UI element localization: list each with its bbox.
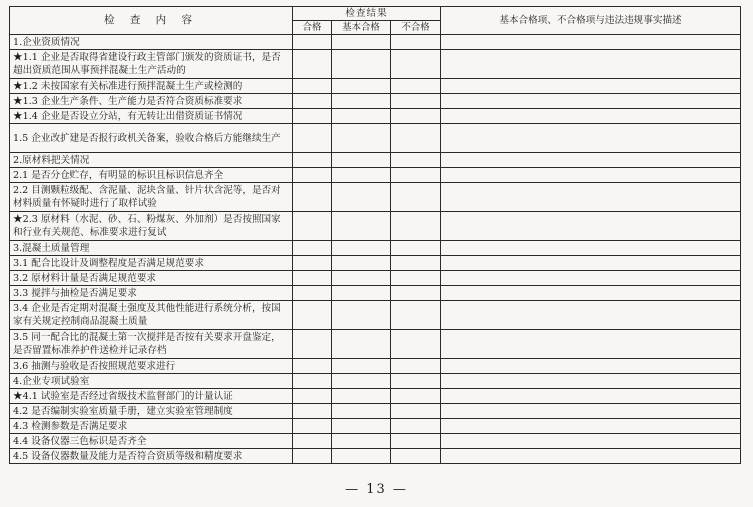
fail-cell[interactable] (391, 256, 441, 271)
pass-cell[interactable] (293, 153, 332, 168)
basic-pass-cell[interactable] (332, 50, 391, 79)
row-content: ★2.3 原材料（水泥、砂、石、粉煤灰、外加剂）是否按照国家和行业有关规范、标准要求进行复试 (10, 212, 293, 241)
description-cell[interactable] (441, 286, 741, 301)
row-content: ★1.2 未按国家有关标准进行预拌混凝土生产或检测的 (10, 79, 293, 94)
row-content: 3.5 同一配合比的混凝土第一次搅拌是否按有关要求开盘鉴定，是否留置标准养护件送检并记录存档 (10, 330, 293, 359)
row-content: ★4.1 试验室是否经过省级技术监督部门的计量认证 (10, 389, 293, 404)
description-cell[interactable] (441, 256, 741, 271)
basic-pass-cell[interactable] (332, 404, 391, 419)
basic-pass-cell[interactable] (332, 389, 391, 404)
description-cell[interactable] (441, 168, 741, 183)
basic-pass-cell[interactable] (332, 256, 391, 271)
row-content: 4.5 设备仪器数量及能力是否符合资质等级和精度要求 (10, 449, 293, 464)
description-cell[interactable] (441, 301, 741, 330)
pass-cell[interactable] (293, 389, 332, 404)
fail-cell[interactable] (391, 168, 441, 183)
page-number: — 13 — (345, 482, 408, 497)
fail-cell[interactable] (391, 434, 441, 449)
table-row (10, 286, 741, 301)
row-content: 3.1 配合比设计及调整程度是否满足规范要求 (10, 256, 293, 271)
inspection-table (9, 6, 741, 464)
fail-cell[interactable] (391, 79, 441, 94)
pass-cell[interactable] (293, 404, 332, 419)
fail-cell[interactable] (391, 153, 441, 168)
row-content: 3.4 企业是否定期对混凝土强度及其他性能进行系统分析，按国家有关规定控制商品混凝土质量 (10, 301, 293, 330)
basic-pass-cell[interactable] (332, 183, 391, 212)
basic-pass-cell[interactable] (332, 271, 391, 286)
basic-pass-cell[interactable] (332, 212, 391, 241)
pass-cell[interactable] (293, 79, 332, 94)
pass-cell[interactable] (293, 330, 332, 359)
description-cell[interactable] (441, 109, 741, 124)
table-row (10, 404, 741, 419)
row-content: 4.2 是否编制实验室质量手册，建立实验室管理制度 (10, 404, 293, 419)
basic-pass-cell[interactable] (332, 124, 391, 153)
fail-cell[interactable] (391, 109, 441, 124)
description-cell[interactable] (441, 50, 741, 79)
basic-pass-cell[interactable] (332, 241, 391, 256)
description-cell[interactable] (441, 419, 741, 434)
basic-pass-cell[interactable] (332, 359, 391, 374)
table-row (10, 256, 741, 271)
row-content: 3.混凝土质量管理 (10, 241, 293, 256)
basic-pass-cell[interactable] (332, 434, 391, 449)
table-row (10, 109, 741, 124)
description-cell[interactable] (441, 449, 741, 464)
table-row (10, 271, 741, 286)
fail-cell[interactable] (391, 286, 441, 301)
row-content: 3.2 原材料计量是否满足规范要求 (10, 271, 293, 286)
table-row (10, 301, 741, 330)
row-content: ★1.4 企业是否设立分站，有无转让出借资质证书情况 (10, 109, 293, 124)
basic-pass-cell[interactable] (332, 374, 391, 389)
table-row (10, 35, 741, 50)
table-row (10, 389, 741, 404)
fail-cell[interactable] (391, 50, 441, 79)
fail-cell[interactable] (391, 241, 441, 256)
fail-cell[interactable] (391, 271, 441, 286)
description-cell[interactable] (441, 124, 741, 153)
pass-cell[interactable] (293, 212, 332, 241)
basic-pass-cell[interactable] (332, 94, 391, 109)
pass-cell[interactable] (293, 241, 332, 256)
row-content: 2.1 是否分仓贮存，有明显的标识且标识信息齐全 (10, 168, 293, 183)
row-content: 4.企业专项试验室 (10, 374, 293, 389)
row-content: 4.3 检测参数是否满足要求 (10, 419, 293, 434)
pass-cell[interactable] (293, 374, 332, 389)
basic-pass-cell[interactable] (332, 330, 391, 359)
fail-cell[interactable] (391, 301, 441, 330)
basic-pass-cell[interactable] (332, 168, 391, 183)
table-row (10, 449, 741, 464)
description-cell[interactable] (441, 212, 741, 241)
row-content: ★1.1 企业是否取得省建设行政主管部门颁发的资质证书，是否超出资质范围从事预拌混凝土生产活动的 (10, 50, 293, 79)
pass-cell[interactable] (293, 109, 332, 124)
table-row (10, 359, 741, 374)
fail-cell[interactable] (391, 449, 441, 464)
pass-cell[interactable] (293, 271, 332, 286)
fail-cell[interactable] (391, 374, 441, 389)
header-row (10, 7, 741, 21)
description-cell[interactable] (441, 434, 741, 449)
table-row (10, 50, 741, 79)
row-content: 2.2 目测颗粒级配、含泥量、泥块含量、针片状含泥等，是否对材料质量有怀疑时进行了取样试验 (10, 183, 293, 212)
description-cell[interactable] (441, 330, 741, 359)
pass-cell[interactable] (293, 419, 332, 434)
pass-cell[interactable] (293, 449, 332, 464)
table-row (10, 434, 741, 449)
table-row (10, 79, 741, 94)
table-row (10, 241, 741, 256)
table-row (10, 183, 741, 212)
pass-cell[interactable] (293, 183, 332, 212)
description-cell[interactable] (441, 79, 741, 94)
fail-cell[interactable] (391, 404, 441, 419)
pass-cell[interactable] (293, 35, 332, 50)
description-cell[interactable] (441, 404, 741, 419)
basic-pass-cell[interactable] (332, 449, 391, 464)
table-row (10, 330, 741, 359)
basic-pass-cell[interactable] (332, 109, 391, 124)
row-content: 4.4 设备仪器三色标识是否齐全 (10, 434, 293, 449)
header-basic-pass: 基本合格 (332, 21, 391, 35)
table-row (10, 94, 741, 109)
basic-pass-cell[interactable] (332, 419, 391, 434)
table-row (10, 212, 741, 241)
fail-cell[interactable] (391, 359, 441, 374)
pass-cell[interactable] (293, 50, 332, 79)
basic-pass-cell[interactable] (332, 79, 391, 94)
header-pass: 合格 (293, 21, 332, 35)
description-cell[interactable] (441, 183, 741, 212)
pass-cell[interactable] (293, 286, 332, 301)
header-fail: 不合格 (391, 21, 441, 35)
header-content: 检 查 内 容 (10, 7, 293, 35)
fail-cell[interactable] (391, 35, 441, 50)
description-cell[interactable] (441, 359, 741, 374)
pass-cell[interactable] (293, 434, 332, 449)
header-description: 基本合格项、不合格项与违法违规事实描述 (441, 7, 741, 35)
basic-pass-cell[interactable] (332, 286, 391, 301)
row-content: 1.5 企业改扩建是否报行政机关备案，验收合格后方能继续生产 (10, 124, 293, 153)
table-row (10, 124, 741, 153)
fail-cell[interactable] (391, 124, 441, 153)
description-cell[interactable] (441, 153, 741, 168)
table-row (10, 419, 741, 434)
pass-cell[interactable] (293, 301, 332, 330)
description-cell[interactable] (441, 374, 741, 389)
description-cell[interactable] (441, 35, 741, 50)
table-row (10, 153, 741, 168)
basic-pass-cell[interactable] (332, 35, 391, 50)
basic-pass-cell[interactable] (332, 301, 391, 330)
pass-cell[interactable] (293, 94, 332, 109)
description-cell[interactable] (441, 94, 741, 109)
table-row (10, 168, 741, 183)
row-content: ★1.3 企业生产条件、生产能力是否符合资质标准要求 (10, 94, 293, 109)
fail-cell[interactable] (391, 212, 441, 241)
row-content: 1.企业资质情况 (10, 35, 293, 50)
fail-cell[interactable] (391, 389, 441, 404)
fail-cell[interactable] (391, 330, 441, 359)
fail-cell[interactable] (391, 183, 441, 212)
row-content: 2.原材料把关情况 (10, 153, 293, 168)
fail-cell[interactable] (391, 94, 441, 109)
pass-cell[interactable] (293, 124, 332, 153)
pass-cell[interactable] (293, 168, 332, 183)
table-body (10, 35, 741, 464)
row-content: 3.3 搅拌与抽检是否满足要求 (10, 286, 293, 301)
description-cell[interactable] (441, 389, 741, 404)
pass-cell[interactable] (293, 256, 332, 271)
header-result: 检查结果 (293, 7, 441, 21)
description-cell[interactable] (441, 271, 741, 286)
table-row (10, 374, 741, 389)
description-cell[interactable] (441, 241, 741, 256)
basic-pass-cell[interactable] (332, 153, 391, 168)
row-content: 3.6 抽测与验收是否按照规范要求进行 (10, 359, 293, 374)
pass-cell[interactable] (293, 359, 332, 374)
fail-cell[interactable] (391, 419, 441, 434)
